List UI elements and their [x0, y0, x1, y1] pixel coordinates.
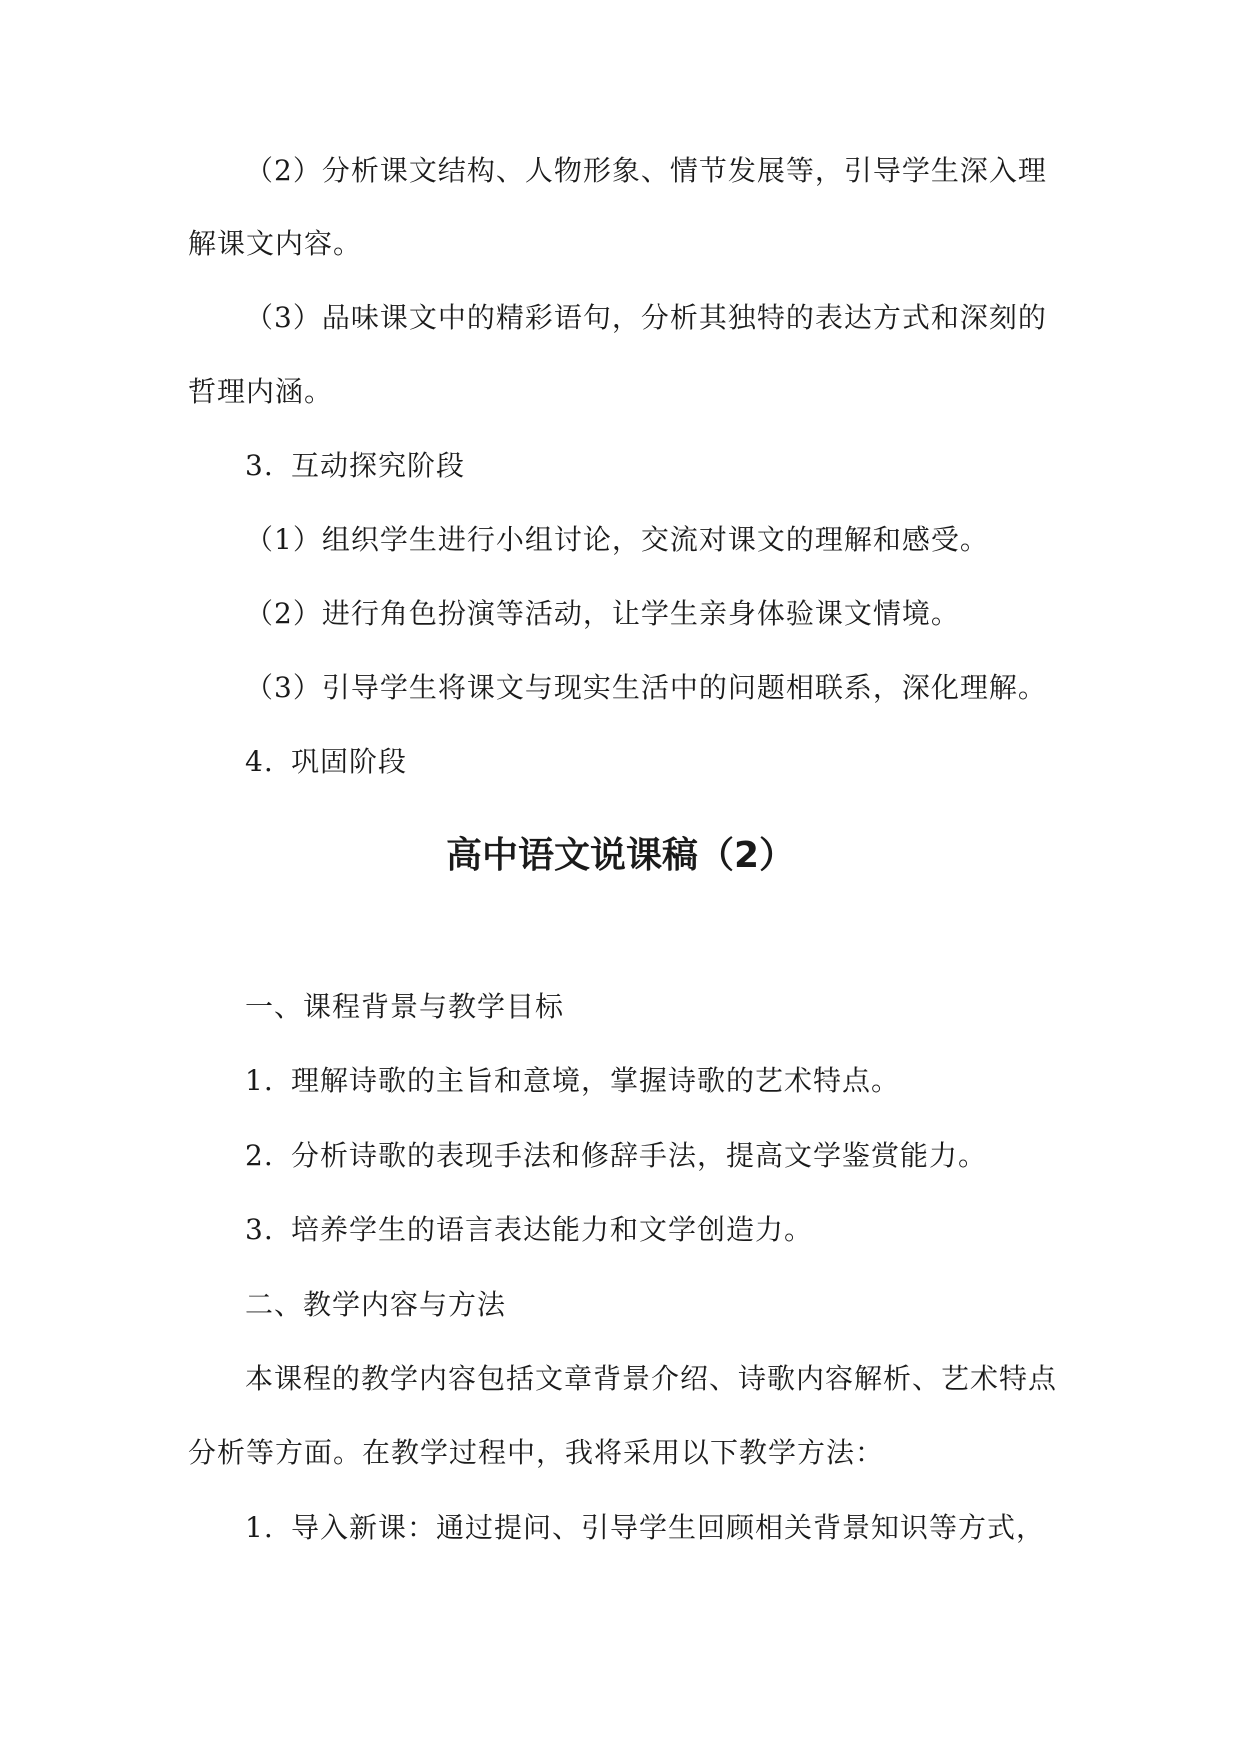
goal-item: [245, 1210, 813, 1250]
list-number: 1.: [245, 1064, 274, 1097]
list-text: 巩固阶段: [291, 745, 408, 778]
paragraph-line: 哲理内涵。: [188, 375, 334, 408]
paragraph-line: 本课程的教学内容包括文章背景介绍、诗歌内容解析、艺术特点: [245, 1362, 1058, 1395]
sub-item: （2）进行角色扮演等活动，让学生亲身体验课文情境。: [245, 597, 960, 630]
sub-item: （1）组织学生进行小组讨论，交流对课文的理解和感受。: [245, 523, 989, 556]
goal-item: [245, 1061, 900, 1101]
list-number: 3.: [245, 449, 274, 482]
list-text: 理解诗歌的主旨和意境，掌握诗歌的艺术特点。: [291, 1064, 901, 1097]
list-item-4: [245, 742, 407, 782]
list-number: 2.: [245, 1139, 274, 1172]
section-heading: 一、课程背景与教学目标: [245, 990, 565, 1023]
paragraph-line: 解课文内容。: [188, 227, 363, 260]
goal-item: [245, 1136, 987, 1176]
list-item-3: [245, 446, 465, 486]
list-number: 1.: [245, 1511, 274, 1544]
list-text: 分析诗歌的表现手法和修辞手法，提高文学鉴赏能力。: [291, 1139, 988, 1172]
paragraph-line: （2）分析课文结构、人物形象、情节发展等，引导学生深入理: [245, 154, 1047, 187]
paragraph-line: 分析等方面。在教学过程中，我将采用以下教学方法：: [188, 1436, 885, 1469]
list-number: 3.: [245, 1213, 274, 1246]
list-number: 4.: [245, 745, 274, 778]
list-text: 互动探究阶段: [291, 449, 466, 482]
list-text: 导入新课：通过提问、引导学生回顾相关背景知识等方式，: [291, 1511, 1046, 1544]
paragraph-line: （3）品味课文中的精彩语句，分析其独特的表达方式和深刻的: [245, 301, 1047, 334]
sub-item: （3）引导学生将课文与现实生活中的问题相联系，深化理解。: [245, 671, 1047, 704]
section-heading: 二、教学内容与方法: [245, 1288, 507, 1321]
list-text: 培养学生的语言表达能力和文学创造力。: [291, 1213, 814, 1246]
page-title: 高中语文说课稿（2）: [445, 835, 796, 876]
method-item: [245, 1508, 1045, 1548]
